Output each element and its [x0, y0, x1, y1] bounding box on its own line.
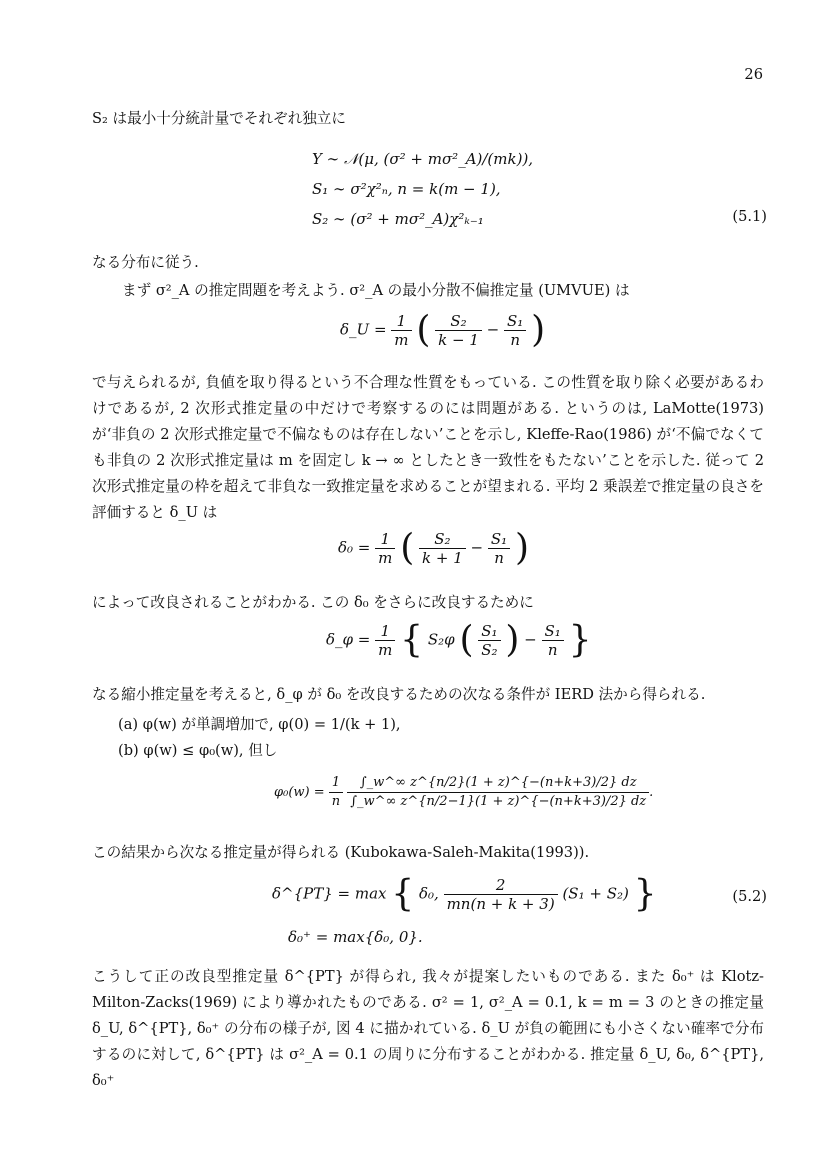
eq-delta-u: δ_U = $\frac{1}{m}$ ( $\frac{\text{S₂}}{k - 1}$ − $\frac{\text{S₁}}{n}$ )	[340, 309, 546, 351]
condition-b: (b) φ(w) ≤ φ₀(w), 但し	[118, 742, 278, 759]
eq-delta-u-frac1: $\frac{\text{S₂}}{k - 1}$	[435, 312, 482, 349]
eq52-frac: $\frac{2}{mn(n + k + 3)}$	[444, 876, 558, 913]
eq-delta-0: δ₀ = $\frac{1}{m}$ ( $\frac{\text{S₂}}{k + 1}$ − $\frac{\text{S₁}}{n}$ )	[338, 527, 530, 569]
eq51-number: (5.1)	[732, 208, 767, 225]
intro-line: S₂ は最小十分統計量でそれぞれ独立に	[92, 110, 346, 127]
eq-delta-0-frac2: $\frac{\text{S₁}}{n}$	[488, 530, 510, 567]
eq-delta-phi-frac2: $\frac{\text{S₁}}{n}$	[542, 622, 564, 659]
eq-phi0: φ₀(w) = $\frac{1}{n}$ $\frac{\int\_w\^{}\infty z\^{}\{n/2\}(1 + z)\^{}\{-(n+k+3)/2\} dz}{\int\_w\^{}\infty z\^{}\{n/2-1\}(1 + z)\^{}\{-(n+k+3)/2\} dz}$ .	[274, 775, 654, 809]
para-result: この結果から次なる推定量が得られる (Kubokawa-Saleh-Makita(1993)).	[92, 844, 590, 861]
eq-delta-u-frac2: $\frac{\text{S₁}}{n}$	[504, 312, 526, 349]
eq-phi0-coef: $\frac{1}{n}$	[329, 774, 343, 811]
after-eq51: なる分布に従う.	[92, 254, 199, 271]
para-umvue: まず σ²_A の推定問題を考えよう. σ²_A の最小分散不偏推定量 (UMVUE) は	[122, 282, 630, 299]
eq52-number: (5.2)	[732, 888, 767, 905]
eq-delta-phi: δ_φ = $\frac{1}{m}$ { S₂φ ( $\frac{\text{S₁}}{\text{S₂}}$ ) − $\frac{\text{S₁}}{n}$ }	[326, 619, 592, 661]
eq-delta-u-coef: $\frac{1}{m}$	[391, 312, 411, 349]
eq-delta-0-lhs: δ₀ =	[338, 538, 371, 557]
eq-phi0-lhs: φ₀(w) =	[274, 785, 325, 800]
para-final: こうして正の改良型推定量 δ^{PT} が得られ, 我々が提案したいものである. また δ₀⁺ は Klotz-Milton-Zacks(1969) により導かれたものである. σ² = 1, σ²_A = 0.1, k = m = 3 のときの推定量 δ_U, δ^{PT}, δ₀⁺ の分布の様子が, 図 4 に描かれている. δ_U が負の範囲にも小さくない確率で分布するのに対して, δ^{PT} は σ²_A = 0.1 の周りに分布することがわかる. 推定量 δ_U, δ₀, δ^{PT}, δ₀⁺	[92, 968, 764, 1089]
eq51-line1: Y ∼ 𝒩(μ, (σ² + mσ²_A)/(mk)),	[312, 150, 534, 168]
eq52-line1: δ^{PT} = max { δ₀, $\frac{2}{mn(n + k + 3)}$ (S₁ + S₂) }	[272, 873, 657, 915]
eq-phi0-integral-ratio: $\frac{\int\_w\^{}\infty z\^{}\{n/2\}(1 + z)\^{}\{-(n+k+3)/2\} dz}{\int\_w\^{}\infty z\^{}\{n/2-1\}(1 + z)\^{}\{-(n+k+3)/2\} dz}$	[347, 774, 649, 811]
eq-delta-phi-frac1: $\frac{\text{S₁}}{\text{S₂}}$	[478, 622, 500, 659]
page-number: 26	[744, 66, 763, 83]
para-improve: によって改良されることがわかる. この δ₀ をさらに改良するために	[92, 594, 534, 611]
eq-delta-phi-lhs: δ_φ =	[326, 630, 371, 649]
eq-delta-0-coef: $\frac{1}{m}$	[375, 530, 395, 567]
eq52-line2: δ₀⁺ = max{δ₀, 0}.	[288, 928, 423, 946]
eq51-line3: S₂ ∼ (σ² + mσ²_A)χ²ₖ₋₁	[312, 210, 484, 228]
eq-delta-phi-coef: $\frac{1}{m}$	[375, 622, 395, 659]
para-shrink: なる縮小推定量を考えると, δ_φ が δ₀ を改良するための次なる条件が IERD 法から得られる.	[92, 686, 706, 703]
condition-a: (a) φ(w) が単調増加で, φ(0) = 1/(k + 1),	[118, 716, 401, 733]
eq-delta-0-frac1: $\frac{\text{S₂}}{k + 1}$	[419, 530, 466, 567]
para-negative: で与えられるが, 負値を取り得るという不合理な性質をもっている. この性質を取り除く必要があるわけであるが, 2 次形式推定量の中だけで考察するのには問題がある. というのは, LaMotte(1973) が‘非負の 2 次形式推定量で不偏なものは存在しない’ことを示し, Kleffe-Rao(1986) が‘不偏でなくても非負の 2 次形式推定量は m を固定し k → ∞ としたとき一致性をもたない’ことを示した. 従って 2 次形式推定量の枠を超えて非負な一致推定量を求めることが望まれる. 平均 2 乗誤差で推定量の良さを評価すると δ_U は	[92, 374, 764, 521]
eq-delta-u-lhs: δ_U =	[340, 320, 387, 339]
eq51-line2: S₁ ∼ σ²χ²ₙ, n = k(m − 1),	[312, 180, 501, 198]
